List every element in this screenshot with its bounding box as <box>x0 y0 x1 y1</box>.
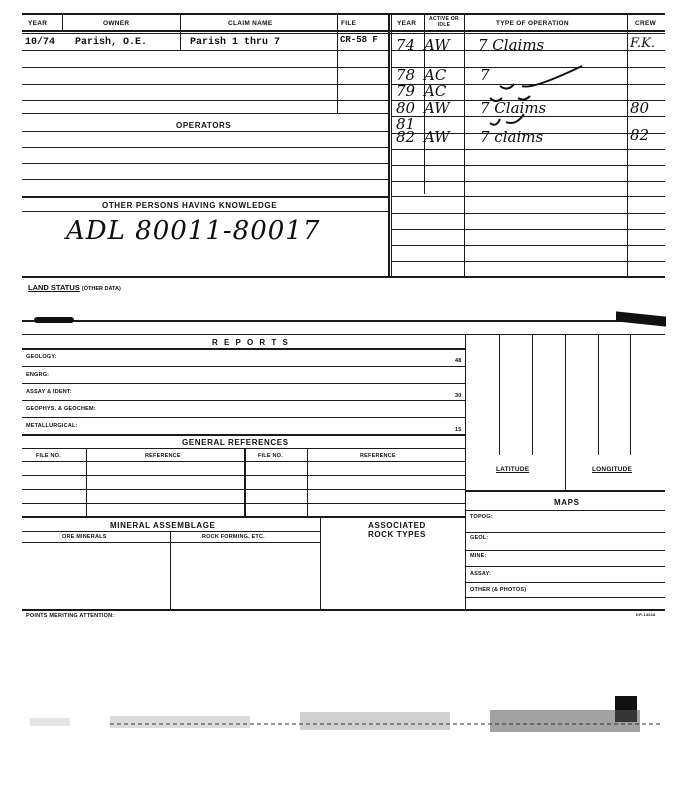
header-year-2: YEAR <box>397 20 417 27</box>
ref-file-no-header: FILE NO. <box>36 453 61 459</box>
op-year: 79 <box>396 82 416 100</box>
land-status-note: (OTHER DATA) <box>81 286 121 292</box>
longitude-label: LONGITUDE <box>592 466 633 473</box>
report-label: ASSAY & IDENT: <box>26 389 72 395</box>
report-label: GEOLOGY: <box>26 354 57 360</box>
general-references-heading: GENERAL REFERENCES <box>182 438 289 447</box>
scan-noise <box>20 690 670 780</box>
op-type: 7 Claims <box>478 36 545 54</box>
op-year: 80 <box>396 99 416 117</box>
land-status-heading <box>28 283 121 292</box>
maps-other-photos: OTHER (& PHOTOS) <box>470 587 527 593</box>
report-label: ENGRG: <box>26 372 50 378</box>
report-num: 30 <box>455 393 462 399</box>
maps-assay: ASSAY: <box>470 571 492 577</box>
header-crew: CREW <box>635 20 657 27</box>
maps-heading: MAPS <box>554 498 580 507</box>
scan-smudge-left <box>34 317 74 323</box>
mineral-assemblage-heading: MINERAL ASSEMBLAGE <box>110 521 216 530</box>
latitude-label: LATITUDE <box>496 466 530 473</box>
op-type: 7 claims <box>480 128 544 146</box>
header-claim-name: CLAIM NAME <box>228 20 273 27</box>
owner-row-year: 10/74 <box>25 37 56 48</box>
op-status: AC <box>424 82 447 100</box>
form-number: KP-14618 <box>636 612 656 617</box>
op-year: 74 <box>396 36 416 54</box>
header-type-of-operation: TYPE OF OPERATION <box>496 20 569 27</box>
op-year: 82 <box>396 128 416 146</box>
op-status: AW <box>424 36 450 54</box>
report-num: 15 <box>455 427 462 433</box>
op-year: 81 <box>396 115 416 133</box>
header-file: FILE <box>341 20 357 27</box>
operators-heading: OPERATORS <box>176 121 232 130</box>
owner-row-claim-name: Parish 1 thru 7 <box>190 37 281 48</box>
handwritten-check-marks <box>470 60 620 140</box>
header-active-or-idle: ACTIVE OR IDLE <box>429 16 459 28</box>
ref-file-no-header: FILE NO. <box>258 453 283 459</box>
ref-reference-header: REFERENCE <box>360 453 396 459</box>
owner-row-owner: Parish, O.E. <box>75 37 148 48</box>
maps-mine: MINE: <box>470 553 487 559</box>
header-owner: OWNER <box>103 20 130 27</box>
other-persons-heading: OTHER PERSONS HAVING KNOWLEDGE <box>102 201 278 210</box>
op-status: AW <box>424 99 450 117</box>
maps-topog: TOPOG: <box>470 514 493 520</box>
other-persons-entry: ADL 80011-80017 <box>66 216 321 246</box>
op-status: AW <box>424 128 450 146</box>
report-label: GEOPHYS. & GEOCHEM: <box>26 406 96 412</box>
points-meriting-attention-label: POINTS MERITING ATTENTION: <box>26 613 115 619</box>
scan-smudge-right <box>616 311 666 326</box>
owner-row-file: CR-58 F <box>340 35 378 45</box>
land-status-title: LAND STATUS <box>28 283 80 292</box>
rock-forming-header: ROCK FORMING, ETC. <box>202 534 265 540</box>
op-crew: 82 <box>630 126 650 144</box>
op-crew: F.K. <box>630 36 655 51</box>
maps-geol: GEOL: <box>470 535 489 541</box>
report-num: 48 <box>455 358 462 364</box>
ref-reference-header: REFERENCE <box>145 453 181 459</box>
op-type: 7 Claims <box>480 99 547 117</box>
op-year: 78 <box>396 66 416 84</box>
op-crew: 80 <box>630 99 650 117</box>
op-status: AC <box>424 66 447 84</box>
ore-minerals-header: ORE MINERALS <box>62 534 107 540</box>
associated-rock-types-heading: ASSOCIATED ROCK TYPES <box>367 521 426 539</box>
report-label: METALLURGICAL: <box>26 423 78 429</box>
header-year: YEAR <box>28 20 48 27</box>
op-type: 7 <box>480 66 490 84</box>
reports-heading: R E P O R T S <box>212 338 290 347</box>
